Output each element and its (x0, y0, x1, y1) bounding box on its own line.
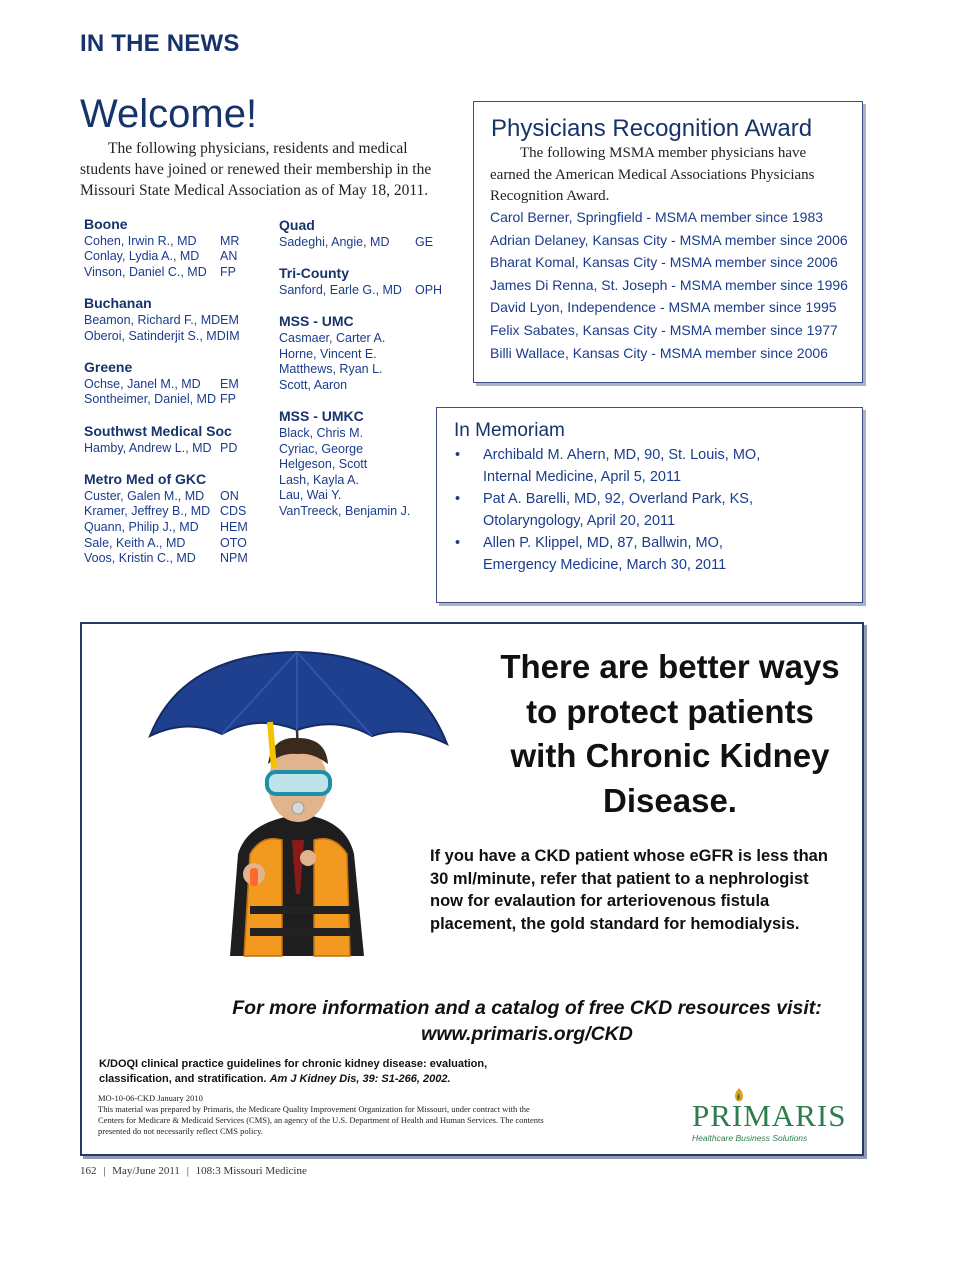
member-row (84, 329, 264, 345)
member-name: Scott, Aaron (279, 377, 348, 392)
county-group (84, 360, 264, 408)
ad-headline (475, 645, 865, 823)
member-row (279, 504, 459, 520)
member-specialty: GE (415, 234, 434, 249)
footer-divider: | (103, 1165, 106, 1177)
member-name: Kramer, Jeffrey B., MD (84, 504, 211, 519)
memoriam-line: Internal Medicine, April 5, 2011 (483, 469, 682, 485)
county-group-title: Southwst Medical Soc (84, 422, 232, 439)
memoriam-line: Pat A. Barelli, MD, 92, Overland Park, KS, (483, 491, 753, 507)
ad-info (182, 995, 872, 1047)
member-name: Matthews, Ryan L. (279, 362, 383, 377)
member-specialty: EM (220, 312, 239, 327)
award-item: Billi Wallace, Kansas City - MSMA member since 2006 (490, 344, 828, 361)
member-list-right (279, 218, 459, 536)
ckd-advertisement (80, 622, 864, 1156)
member-row (279, 283, 459, 299)
member-specialty: MR (220, 233, 240, 248)
member-specialty: OTO (220, 535, 247, 550)
ad-disclaimer-line: Centers for Medicare & Medicaid Services (CMS), an agency of the U.S. Department of Health and Human Services. The contents (98, 1115, 544, 1125)
member-name: Voos, Kristin C., MD (84, 551, 196, 566)
ad-reference-citation: Am J Kidney Dis, 39: S1-266, 2002. (269, 1073, 451, 1085)
memoriam-item (455, 444, 855, 488)
member-specialty: NPM (220, 551, 248, 566)
award-list (490, 206, 848, 364)
county-group-title: Boone (84, 216, 128, 232)
member-specialty: FP (220, 392, 236, 407)
member-name: Hamby, Andrew L., MD (84, 440, 212, 455)
member-specialty: HEM (220, 519, 248, 534)
ad-disclaimer-line: presented do not necessarily reflect CMS policy. (98, 1126, 263, 1136)
member-name: VanTreeck, Benjamin J. (279, 503, 411, 518)
footer-divider: | (186, 1165, 189, 1177)
member-row (279, 457, 459, 473)
member-name: Cyriac, George (279, 441, 364, 456)
member-name: Sadeghi, Angie, MD (279, 234, 390, 249)
memoriam-box (436, 407, 863, 603)
memoriam-item (455, 488, 855, 532)
county-group-title: Metro Med of GKC (84, 471, 207, 488)
county-group-title: Quad (279, 217, 315, 233)
bullet-icon: • (455, 491, 461, 507)
member-specialty (415, 347, 459, 363)
section-header: IN THE NEWS (80, 30, 240, 57)
member-name: Sanford, Earle G., MD (279, 282, 402, 297)
member-row (279, 331, 459, 347)
ad-headline-line: to protect patients (526, 692, 814, 730)
member-row (84, 313, 264, 329)
ad-body-line: If you have a CKD patient whose eGFR is less than (430, 847, 828, 865)
ad-headline-line: with Chronic Kidney (510, 737, 830, 774)
page-number: 162 (80, 1165, 97, 1177)
member-name: Casmaer, Carter A. (279, 330, 386, 345)
award-box (473, 101, 863, 383)
award-item: Adrian Delaney, Kansas City - MSMA member since 2006 (490, 231, 848, 248)
footer-journal: 108:3 Missouri Medicine (195, 1165, 307, 1177)
award-item: David Lyon, Independence - MSMA member since 1995 (490, 299, 837, 316)
member-row (84, 489, 264, 505)
memoriam-line: Archibald M. Ahern, MD, 90, St. Louis, MO, (483, 447, 761, 463)
member-name: Custer, Galen M., MD (84, 488, 205, 503)
award-item: Felix Sabates, Kansas City - MSMA member since 1977 (490, 321, 838, 338)
member-row (84, 249, 264, 265)
member-specialty (415, 362, 459, 378)
ad-reference-line: K/DOQI clinical practice guidelines for chronic kidney disease: evaluation, (99, 1058, 488, 1070)
primaris-logo (692, 1087, 852, 1147)
county-group (279, 314, 459, 393)
ad-disclaimer-line: This material was prepared by Primaris, the Medicare Quality Improvement Organization for Missouri, under contract with the (98, 1104, 530, 1114)
snorkel-man-umbrella-illustration (142, 644, 452, 974)
member-row (279, 235, 459, 251)
welcome-title: Welcome! (80, 92, 258, 136)
ad-body-line: 30 ml/minute, refer that patient to a nephrologist (430, 869, 809, 888)
county-group-title: Tri-County (279, 265, 349, 282)
ad-headline-line: Disease. (603, 781, 737, 819)
bullet-icon: • (455, 447, 461, 463)
member-name: Beamon, Richard F., MD (84, 312, 221, 327)
memoriam-line: Emergency Medicine, March 30, 2011 (483, 557, 727, 573)
member-row (84, 520, 264, 536)
member-name: Conlay, Lydia A., MD (84, 249, 200, 264)
member-row (84, 536, 264, 552)
award-item: Bharat Komal, Kansas City - MSMA member since 2006 (490, 254, 838, 271)
ad-body-line: now for evalaution for arteriovenous fistula (430, 892, 770, 910)
member-name: Lau, Wai Y. (279, 488, 342, 503)
member-row (84, 234, 264, 250)
welcome-intro: The following physicians, residents and medical students have joined or renewed their membership in the Missouri State Medical Association as of May 18, 2011. (80, 140, 432, 199)
member-name: Sale, Keith A., MD (84, 535, 186, 550)
member-specialty: IM (225, 328, 240, 343)
member-specialty (415, 331, 459, 347)
county-group (84, 424, 264, 456)
member-list-left (84, 217, 264, 583)
member-name: Ochse, Janel M., MD (84, 376, 201, 391)
member-specialty: PD (220, 440, 238, 455)
member-name: Lash, Kayla A. (279, 472, 359, 487)
ad-body (430, 845, 850, 935)
page-footer (80, 1165, 307, 1177)
member-name: Quann, Philip J., MD (84, 519, 199, 534)
ad-reference (99, 1057, 659, 1087)
member-name: Oberoi, Satinderjit S., MD (84, 328, 226, 343)
primaris-wordmark: PRIMARIS (692, 1098, 847, 1133)
award-title: Physicians Recognition Award (491, 115, 813, 142)
member-row (84, 504, 264, 520)
member-specialty (415, 378, 459, 394)
primaris-tagline: Healthcare Business Solutions (692, 1133, 808, 1143)
member-row (84, 377, 264, 393)
member-specialty: FP (220, 264, 236, 279)
member-name: Cohen, Irwin R., MD (84, 233, 197, 248)
ad-code: MO-10-06-CKD January 2010 (98, 1093, 203, 1103)
member-name: Vinson, Daniel C., MD (84, 264, 207, 279)
memoriam-list (455, 444, 855, 576)
ad-info-line: For more information and a catalog of free CKD resources visit: (232, 997, 822, 1019)
ad-body-line: placement, the gold standard for hemodialysis. (430, 914, 800, 933)
member-row (84, 265, 264, 281)
footer-issue: May/June 2011 (112, 1165, 180, 1177)
member-row (279, 473, 459, 489)
county-group (279, 409, 459, 519)
memoriam-item (455, 532, 855, 576)
member-name: Black, Chris M. (279, 425, 364, 440)
member-name: Horne, Vincent E. (279, 346, 377, 361)
member-specialty: EM (220, 376, 239, 391)
ad-reference-line: classification, and stratification. (99, 1073, 267, 1085)
member-specialty: ON (220, 488, 239, 503)
bullet-icon: • (455, 535, 461, 551)
member-row (279, 426, 459, 442)
member-row (84, 551, 264, 567)
member-name: Helgeson, Scott (279, 457, 368, 472)
member-row (279, 442, 459, 458)
member-specialty: CDS (220, 504, 247, 519)
member-row (279, 347, 459, 363)
ad-headline-line: There are better ways (500, 648, 840, 685)
memoriam-title: In Memoriam (454, 420, 565, 441)
award-intro: The following MSMA member physicians have earned the American Medical Associations Physicians Recognition Award. (490, 145, 815, 204)
award-item: Carol Berner, Springfield - MSMA member since 1983 (490, 209, 824, 225)
member-specialty: OPH (415, 282, 443, 297)
member-row (279, 488, 459, 504)
county-group (279, 266, 459, 298)
member-row (84, 392, 264, 408)
county-group (84, 472, 264, 567)
member-row (279, 378, 459, 394)
ad-disclaimer (98, 1093, 638, 1137)
county-group-title: Greene (84, 359, 133, 376)
member-name: Sontheimer, Daniel, MD (84, 392, 217, 407)
county-group-title: Buchanan (84, 295, 152, 312)
memoriam-line: Otolaryngology, April 20, 2011 (483, 513, 676, 529)
county-group (84, 217, 264, 280)
memoriam-line: Allen P. Klippel, MD, 87, Ballwin, MO, (483, 535, 723, 551)
member-row (279, 362, 459, 378)
county-group (279, 218, 459, 250)
county-group-title: MSS - UMC (279, 313, 354, 330)
award-item: James Di Renna, St. Joseph - MSMA member since 1996 (490, 276, 848, 293)
member-row (84, 441, 264, 457)
county-group-title: MSS - UMKC (279, 408, 364, 425)
member-specialty: AN (220, 249, 238, 264)
ad-info-link[interactable]: www.primaris.org/CKD (421, 1023, 633, 1045)
county-group (84, 296, 264, 344)
